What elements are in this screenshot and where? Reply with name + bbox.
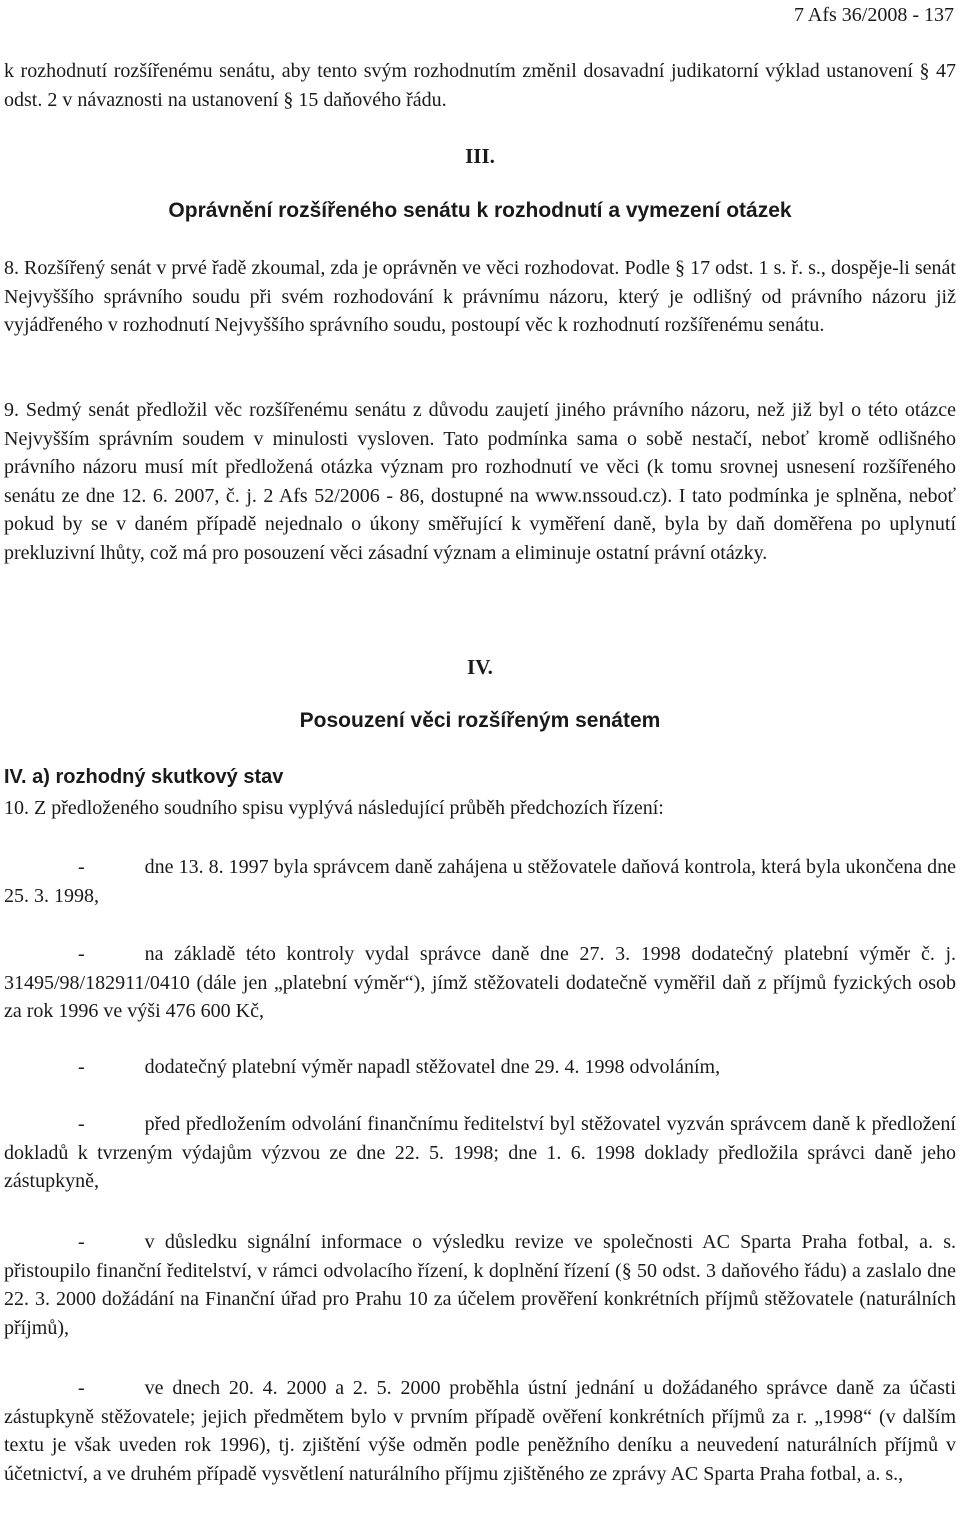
list-item-text: v důsledku signální informace o výsledku revize ve společnosti AC Sparta Praha fotbal, a. s. přistoupilo finanční ředitelství, v rámci odvolacího řízení, k doplnění řízení (§ 50 odst. 3 daňového řádu) a zaslalo dne 22. 3. 2000 dožádání na Finanční úřad pro Prahu 10 za účelem prověření konkrétních příjmů stěžovatele (naturálních příjmů),	[4, 1231, 956, 1339]
list-item	[4, 853, 956, 910]
list-dash: -	[78, 1231, 85, 1253]
paragraph-8: 8. Rozšířený senát v prvé řadě zkoumal, zda je oprávněn ve věci rozhodovat. Podle § 17 odst. 1 s. ř. s., dospěje-li senát Nejvyššího správního soudu při svém rozhodování k právnímu názoru, který je odlišný od právního názoru již vyjádřeného v rozhodnutí Nejvyššího správního soudu, postoupí věc k rozhodnutí rozšířenému senátu.	[4, 257, 956, 336]
section-title-IV: Posouzení věci rozšířeným senátem	[299, 709, 661, 732]
list-dash: -	[78, 856, 85, 878]
list-item	[4, 1374, 956, 1488]
list-item-text: dodatečný platební výměr napadl stěžovatel dne 29. 4. 1998 odvoláním,	[144, 1056, 721, 1078]
list-item	[4, 940, 956, 1026]
subsection-heading: IV. a) rozhodný skutkový stav	[4, 766, 284, 788]
section-title-III: Oprávnění rozšířeného senátu k rozhodnutí a vymezení otázek	[168, 199, 792, 222]
section-number-III: III.	[465, 144, 495, 168]
paragraph-intro: k rozhodnutí rozšířenému senátu, aby tento svým rozhodnutím změnil dosavadní judikatorní výklad ustanovení § 47 odst. 2 v návaznosti na ustanovení § 15 daňového řádu.	[4, 60, 956, 111]
list-item-text: na základě této kontroly vydal správce daně dne 27. 3. 1998 dodatečný platební výměr č. j. 31495/98/182911/0410 (dále jen „platební výměr“), jímž stěžovateli dodatečně vyměřil daň z příjmů fyzických osob za rok 1996 ve výši 476 600 Kč,	[4, 943, 956, 1022]
list-item	[4, 1228, 956, 1342]
case-reference: 7 Afs 36/2008 - 137	[794, 4, 954, 26]
section-number-IV: IV.	[467, 655, 493, 679]
list-item	[4, 1110, 956, 1196]
list-dash: -	[78, 1056, 85, 1078]
list-dash: -	[78, 1377, 85, 1399]
list-dash: -	[78, 1113, 85, 1135]
list-item-text: ve dnech 20. 4. 2000 a 2. 5. 2000 proběhla ústní jednání u dožádaného správce daně za účasti zástupkyně stěžovatele; jejich předmětem bylo v prvním případě ověření konkrétních příjmů za r. „1998“ (v dalším textu je však uveden rok 1996), tj. zjištění výše odměn podle peněžního deníku a neuvedení naturálních příjmů v účetnictví, a ve druhém případě vysvětlení naturálního příjmu zjištěného ze zprávy AC Sparta Praha fotbal, a. s.,	[4, 1377, 956, 1485]
paragraph-9: 9. Sedmý senát předložil věc rozšířenému senátu z důvodu zaujetí jiného právního názoru, než již byl o této otázce Nejvyšším správním soudem v minulosti vysloven. Tato podmínka sama o sobě nestačí, neboť kromě odlišného právního názoru musí mít předložená otázka význam pro rozhodnutí ve věci (k tomu srovnej usnesení rozšířeného senátu ze dne 12. 6. 2007, č. j. 2 Afs 52/2006 - 86, dostupné na www.nssoud.cz). I tato podmínka je splněna, neboť pokud by se v daném případě nejednalo o úkony směřující k vyměření daně, byla by daň doměřena po uplynutí prekluzivní lhůty, což má pro posouzení věci zásadní význam a eliminuje ostatní právní otázky.	[4, 399, 956, 564]
list-item	[4, 1053, 956, 1082]
list-item-text: před předložením odvolání finančnímu ředitelství byl stěžovatel vyzván správcem daně k předložení dokladů k tvrzeným výdajům výzvou ze dne 22. 5. 1998; dne 1. 6. 1998 doklady předložila správci daně jeho zástupkyně,	[4, 1113, 956, 1192]
list-dash: -	[78, 943, 85, 965]
paragraph-10: 10. Z předloženého soudního spisu vyplývá následující průběh předchozích řízení:	[4, 797, 664, 819]
list-item-text: dne 13. 8. 1997 byla správcem daně zahájena u stěžovatele daňová kontrola, která byla ukončena dne 25. 3. 1998,	[4, 856, 956, 907]
